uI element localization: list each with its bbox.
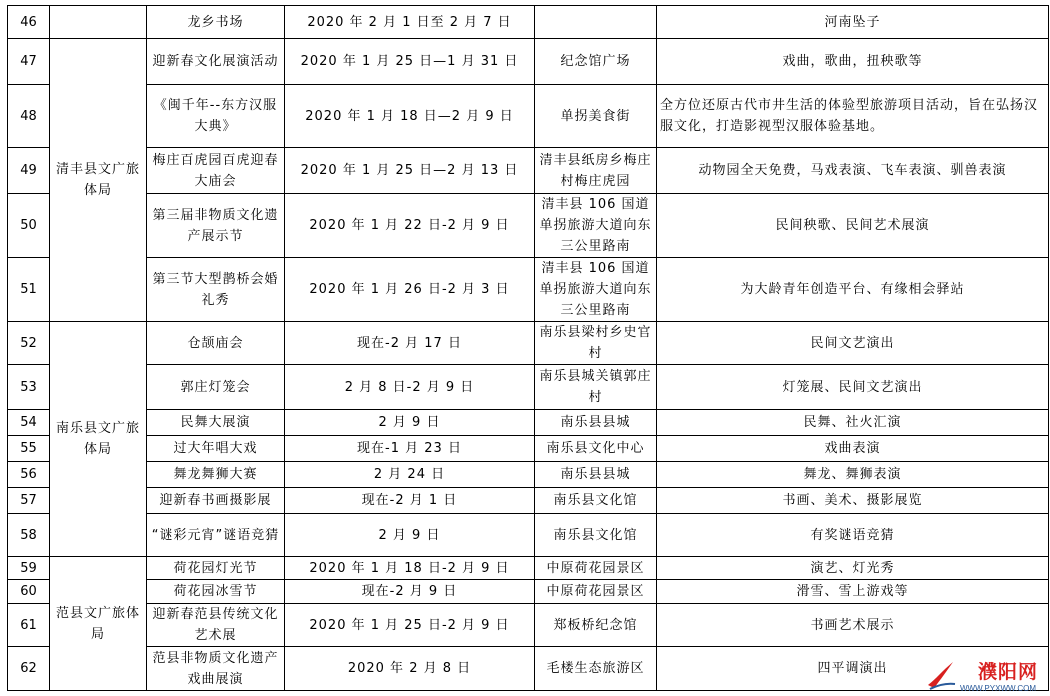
event-name: 梅庄百虎园百虎迎春大庙会 [147,148,285,194]
event-name: 民舞大展演 [147,410,285,436]
row-number: 49 [8,148,50,194]
watermark-name: 濮阳网 [977,661,1038,683]
site-watermark [926,657,1044,693]
table-row [8,514,1049,557]
event-content: 全方位还原古代市井生活的体验型旅游项目活动，旨在弘扬汉服文化，打造影视型汉服体验基地。 [657,85,1049,148]
event-place [535,6,657,39]
event-place: 南乐县文化中心 [535,436,657,462]
event-content: 戏曲，歌曲，扭秧歌等 [657,39,1049,85]
row-number: 52 [8,322,50,365]
row-number: 58 [8,514,50,557]
table-row [8,410,1049,436]
event-place: 清丰县 106 国道单拐旅游大道向东三公里路南 [535,194,657,258]
events-table [7,5,1049,691]
event-name: 荷花园灯光节 [147,557,285,580]
event-time: 2 月 24 日 [285,462,535,488]
event-content: 舞龙、舞狮表演 [657,462,1049,488]
event-time: 2020 年 2 月 8 日 [285,647,535,691]
event-time: 现在-2 月 17 日 [285,322,535,365]
row-number: 55 [8,436,50,462]
event-content: 四平调演出 [657,647,1049,691]
table-row [8,322,1049,365]
event-name: “谜彩元宵”谜语竞猜 [147,514,285,557]
event-name: 郭庄灯笼会 [147,365,285,410]
event-place: 清丰县纸房乡梅庄村梅庄虎园 [535,148,657,194]
event-place: 清丰县 106 国道单拐旅游大道向东三公里路南 [535,258,657,322]
event-name: 仓颉庙会 [147,322,285,365]
event-place: 南乐县县城 [535,462,657,488]
event-name: 第三节大型鹊桥会婚礼秀 [147,258,285,322]
table-row [8,365,1049,410]
event-content: 书画、美术、摄影展览 [657,488,1049,514]
watermark-url: WWW.PYXWW.COM [960,684,1036,693]
event-time: 2020 年 1 月 18 日-2 月 9 日 [285,557,535,580]
row-number: 57 [8,488,50,514]
table-row [8,148,1049,194]
event-time: 现在-2 月 1 日 [285,488,535,514]
event-time: 2020 年 2 月 1 日至 2 月 7 日 [285,6,535,39]
event-name: 舞龙舞狮大赛 [147,462,285,488]
row-number: 48 [8,85,50,148]
row-number: 50 [8,194,50,258]
event-name: 过大年唱大戏 [147,436,285,462]
event-place: 中原荷花园景区 [535,557,657,580]
event-content: 河南坠子 [657,6,1049,39]
table-row [8,488,1049,514]
row-number: 60 [8,580,50,604]
row-number: 56 [8,462,50,488]
event-place: 单拐美食街 [535,85,657,148]
event-place: 南乐县县城 [535,410,657,436]
organizer-cell: 范县文广旅体局 [50,557,147,691]
event-name: 迎新春书画摄影展 [147,488,285,514]
event-content: 民舞、社火汇演 [657,410,1049,436]
event-content: 动物园全天免费，马戏表演、飞车表演、驯兽表演 [657,148,1049,194]
table-row [8,604,1049,647]
table-row [8,557,1049,580]
event-time: 2020 年 1 月 22 日-2 月 9 日 [285,194,535,258]
table-row [8,436,1049,462]
event-content: 演艺、灯光秀 [657,557,1049,580]
table-row [8,647,1049,691]
event-place: 南乐县文化馆 [535,488,657,514]
row-number: 61 [8,604,50,647]
event-time: 2 月 9 日 [285,514,535,557]
event-content: 戏曲表演 [657,436,1049,462]
table-row [8,462,1049,488]
event-time: 2020 年 1 月 25 日—1 月 31 日 [285,39,535,85]
event-name: 第三届非物质文化遗产展示节 [147,194,285,258]
event-name: 龙乡书场 [147,6,285,39]
row-number: 62 [8,647,50,691]
organizer-cell: 清丰县文广旅体局 [50,39,147,322]
event-content: 民间秧歌、民间艺术展演 [657,194,1049,258]
row-number: 47 [8,39,50,85]
event-time: 2020 年 1 月 18 日—2 月 9 日 [285,85,535,148]
event-place: 中原荷花园景区 [535,580,657,604]
event-content: 民间文艺演出 [657,322,1049,365]
event-time: 2020 年 1 月 25 日—2 月 13 日 [285,148,535,194]
event-content: 为大龄青年创造平台、有缘相会驿站 [657,258,1049,322]
event-time: 现在-1 月 23 日 [285,436,535,462]
event-content: 滑雪、雪上游戏等 [657,580,1049,604]
event-time: 2020 年 1 月 26 日-2 月 3 日 [285,258,535,322]
event-time: 2020 年 1 月 25 日-2 月 9 日 [285,604,535,647]
row-number: 53 [8,365,50,410]
table-row [8,6,1049,39]
event-name: 荷花园冰雪节 [147,580,285,604]
row-number: 59 [8,557,50,580]
table-row [8,580,1049,604]
table-row [8,85,1049,148]
event-time: 2 月 8 日-2 月 9 日 [285,365,535,410]
table-row [8,194,1049,258]
row-number: 46 [8,6,50,39]
row-number: 51 [8,258,50,322]
event-place: 纪念馆广场 [535,39,657,85]
event-place: 南乐县文化馆 [535,514,657,557]
organizer-cell [50,6,147,39]
event-name: 范县非物质文化遗产戏曲展演 [147,647,285,691]
table-row [8,258,1049,322]
event-content: 书画艺术展示 [657,604,1049,647]
event-name: 《闽千年--东方汉服大典》 [147,85,285,148]
event-content: 有奖谜语竞猜 [657,514,1049,557]
row-number: 54 [8,410,50,436]
event-place: 毛楼生态旅游区 [535,647,657,691]
event-place: 郑板桥纪念馆 [535,604,657,647]
event-name: 迎新春范县传统文化艺术展 [147,604,285,647]
event-time: 现在-2 月 9 日 [285,580,535,604]
event-content: 灯笼展、民间文艺演出 [657,365,1049,410]
organizer-cell: 南乐县文广旅体局 [50,322,147,557]
table-row [8,39,1049,85]
event-place: 南乐县梁村乡史官村 [535,322,657,365]
event-place: 南乐县城关镇郭庄村 [535,365,657,410]
event-name: 迎新春文化展演活动 [147,39,285,85]
event-time: 2 月 9 日 [285,410,535,436]
logo-swoosh-icon [926,659,956,691]
